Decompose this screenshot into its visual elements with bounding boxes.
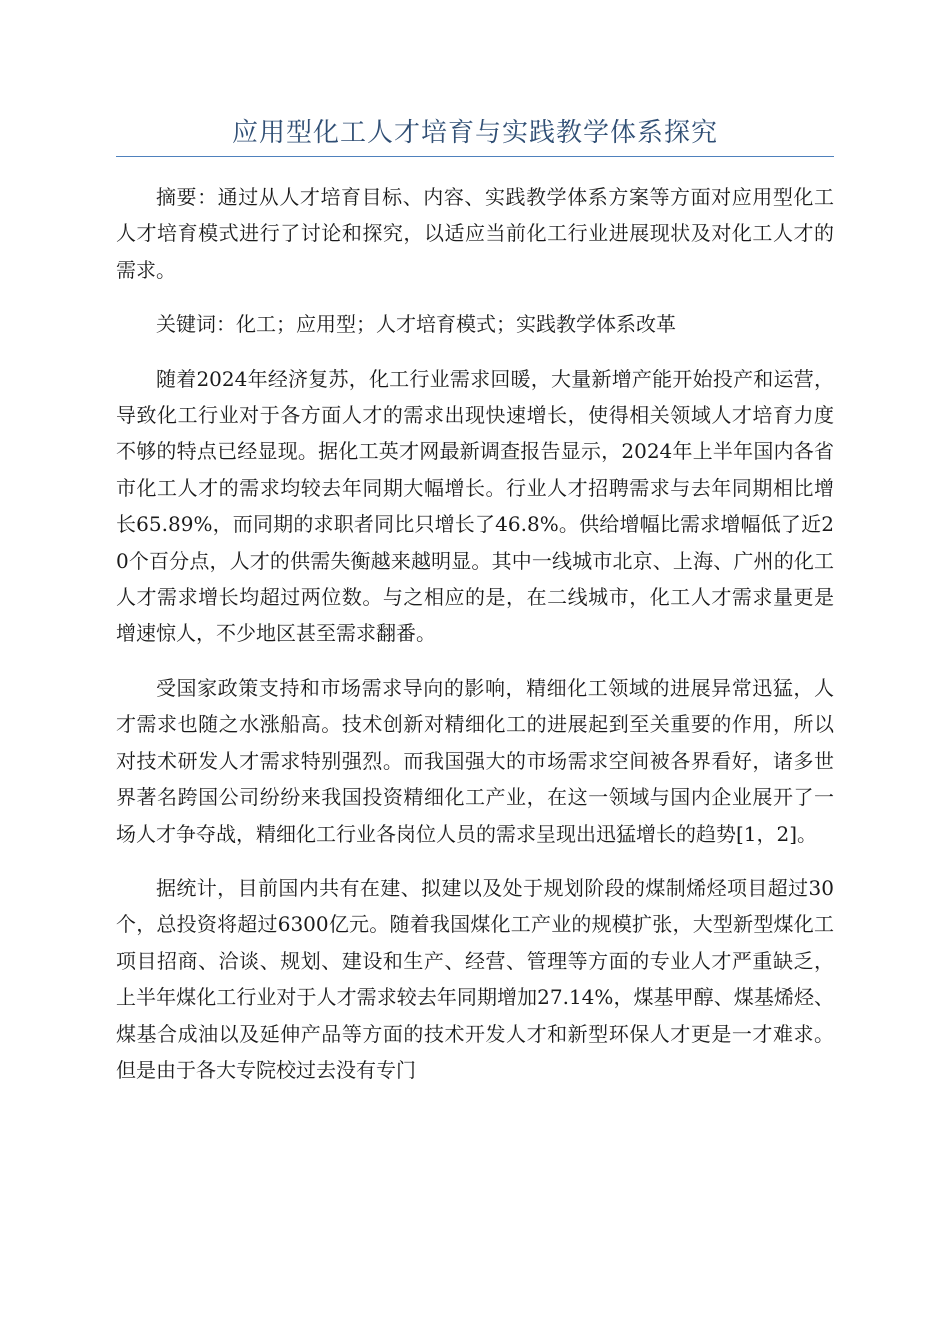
document-body	[116, 179, 834, 1088]
document-title: 应用型化工人才培育与实践教学体系探究	[116, 112, 834, 157]
body-paragraph: 随着2024年经济复苏，化工行业需求回暖，大量新增产能开始投产和运营，导致化工行业对于各方面人才的需求出现快速增长，使得相关领域人才培育力度不够的特点已经显现。据化工英才网最新调查报告显示，2024年上半年国内各省市化工人才的需求均较去年同期大幅增长。行业人才招聘需求与去年同期相比增长65.89%，而同期的求职者同比只增长了46.8%。供给增幅比需求增幅低了近20个百分点，人才的供需失衡越来越明显。其中一线城市北京、上海、广州的化工人才需求增长均超过两位数。与之相应的是，在二线城市，化工人才需求量更是增速惊人，不少地区甚至需求翻番。	[116, 366, 834, 646]
document-page	[116, 112, 834, 1106]
body-paragraph: 据统计，目前国内共有在建、拟建以及处于规划阶段的煤制烯烃项目超过30个，总投资将超过6300亿元。随着我国煤化工产业的规模扩张，大型新型煤化工项目招商、洽谈、规划、建设和生产、经营、管理等方面的专业人才严重缺乏，上半年煤化工行业对于人才需求较去年同期增加27.14%，煤基甲醇、煤基烯烃、煤基合成油以及延伸产品等方面的技术开发人才和新型环保人才更是一才难求。但是由于各大专院校过去没有专门	[116, 875, 834, 1082]
abstract-paragraph: 摘要：通过从人才培育目标、内容、实践教学体系方案等方面对应用型化工人才培育模式进行了讨论和探究，以适应当前化工行业进展现状及对化工人才的需求。	[116, 185, 834, 282]
body-paragraph: 受国家政策支持和市场需求导向的影响，精细化工领域的进展异常迅猛，人才需求也随之水涨船高。技术创新对精细化工的进展起到至关重要的作用，所以对技术研发人才需求特别强烈。而我国强大的市场需求空间被各界看好，诸多世界著名跨国公司纷纷来我国投资精细化工产业，在这一领域与国内企业展开了一场人才争夺战，精细化工行业各岗位人员的需求呈现出迅猛增长的趋势[1，2]。	[116, 675, 834, 846]
keywords-paragraph: 关键词：化工；应用型；人才培育模式；实践教学体系改革	[156, 312, 676, 337]
